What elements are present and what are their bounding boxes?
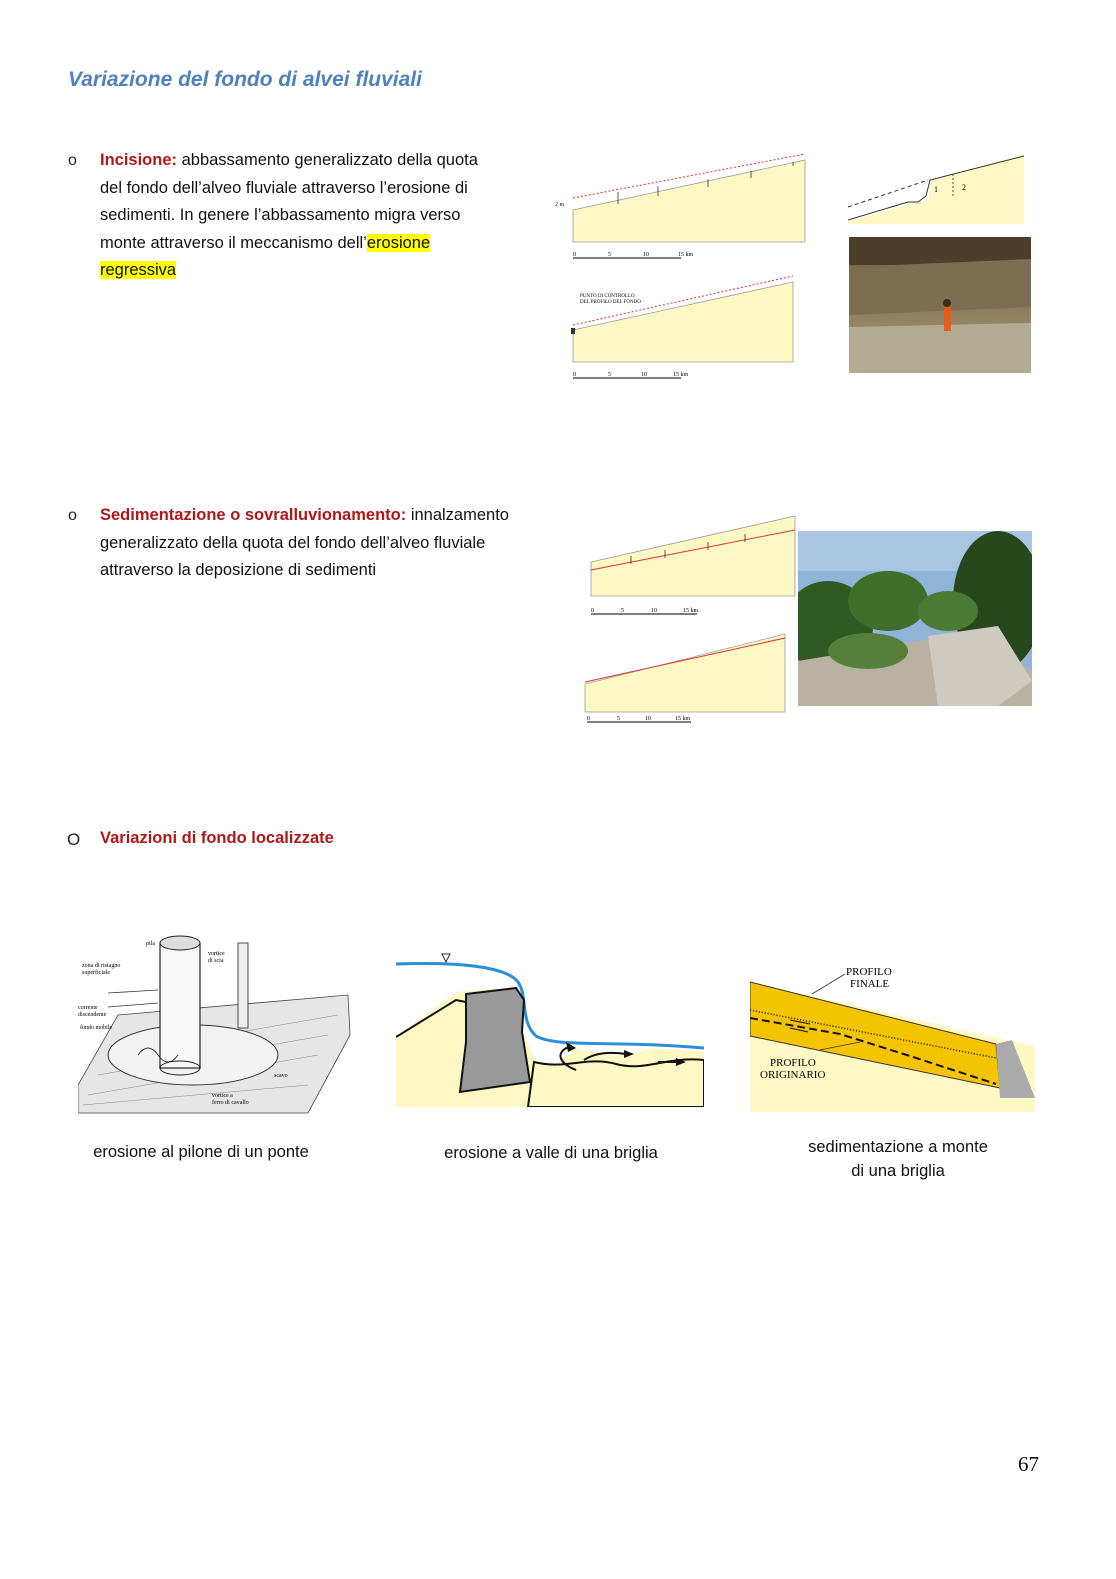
knickpoint-diagram — [848, 152, 1024, 227]
svg-text:15 km: 15 km — [675, 716, 691, 722]
svg-text:0: 0 — [573, 252, 576, 258]
svg-text:10: 10 — [641, 372, 647, 378]
highlighted-text: erosione — [366, 233, 431, 252]
highlighted-text: regressiva — [100, 261, 177, 279]
incision-term: Incisione: — [100, 151, 178, 169]
svg-text:0: 0 — [591, 608, 594, 614]
svg-text:FINALE: FINALE — [850, 978, 890, 990]
bullet-marker: o — [68, 507, 77, 524]
svg-text:2: 2 — [962, 183, 966, 192]
svg-text:1: 1 — [934, 185, 938, 194]
bullet-marker: O — [67, 830, 81, 849]
svg-text:DEL PROFILO DEL FONDO: DEL PROFILO DEL FONDO — [580, 300, 641, 305]
sediment-term: Sedimentazione o sovralluvionamento: — [100, 506, 407, 524]
caption-upstream-weir: sedimentazione a monte di una briglia — [808, 1138, 988, 1180]
svg-text:discendente: discendente — [78, 1012, 107, 1018]
incised-riverbed-photo — [849, 237, 1031, 373]
control-point-label: PUNTO DI CONTROLLO — [580, 294, 635, 299]
svg-text:15 km: 15 km — [683, 608, 699, 614]
page-number: 67 — [1018, 1452, 1039, 1476]
upstream-weir-sedimentation-diagram — [750, 962, 1035, 1112]
svg-text:PROFILO: PROFILO — [846, 966, 892, 978]
svg-text:10: 10 — [643, 252, 649, 258]
incision-profile-diagram — [553, 150, 813, 385]
svg-text:ferro di cavallo: ferro di cavallo — [212, 1100, 249, 1106]
svg-text:ORIGINARIO: ORIGINARIO — [760, 1069, 826, 1081]
sediment-paragraph: Sedimentazione o sovralluvionamento: innalzamento generalizzato della quota del fondo dell’alveo fluviale attraverso la deposizione di sedimenti — [100, 506, 509, 579]
svg-text:corrente: corrente — [78, 1005, 98, 1011]
svg-text:5: 5 — [617, 716, 620, 722]
downstream-weir-erosion-diagram — [396, 952, 704, 1107]
svg-text:zona di ristagno: zona di ristagno — [82, 963, 121, 969]
svg-text:fondo mobile: fondo mobile — [80, 1025, 113, 1031]
bridge-pier-scour-diagram — [78, 935, 353, 1115]
aggraded-river-photo — [798, 531, 1032, 706]
svg-text:5: 5 — [608, 372, 611, 378]
svg-text:di scia: di scia — [208, 958, 224, 964]
caption-bridge-pier: erosione al pilone di un ponte — [93, 1143, 309, 1161]
svg-text:0: 0 — [573, 372, 576, 378]
svg-text:10: 10 — [651, 608, 657, 614]
svg-text:vortice: vortice — [208, 951, 225, 957]
svg-text:15 km: 15 km — [678, 252, 694, 258]
local-variations-heading: Variazioni di fondo localizzate — [100, 829, 334, 847]
svg-text:vortice a: vortice a — [212, 1093, 233, 1099]
page-title: Variazione del fondo di alvei fluviali — [68, 68, 422, 91]
svg-text:superficiale: superficiale — [82, 970, 110, 976]
svg-text:5: 5 — [608, 252, 611, 258]
svg-text:15 km: 15 km — [673, 372, 689, 378]
svg-text:pila: pila — [146, 941, 155, 947]
svg-text:10: 10 — [645, 716, 651, 722]
incision-paragraph: Incisione: abbassamento generalizzato della quota del fondo dell’alveo fluviale attraverso l’erosione di sedimenti. In genere l’abbassamento migra verso monte attraverso il meccanismo dell’erosione regressiva — [100, 151, 478, 279]
height-label: 2 m — [555, 202, 565, 208]
svg-text:0: 0 — [587, 716, 590, 722]
svg-text:PROFILO: PROFILO — [770, 1057, 816, 1069]
bullet-marker: o — [68, 152, 77, 169]
caption-downstream-weir: erosione a valle di una briglia — [444, 1144, 658, 1162]
svg-text:scavo: scavo — [274, 1073, 288, 1079]
sediment-profile-diagram — [573, 510, 798, 730]
svg-text:5: 5 — [621, 608, 624, 614]
